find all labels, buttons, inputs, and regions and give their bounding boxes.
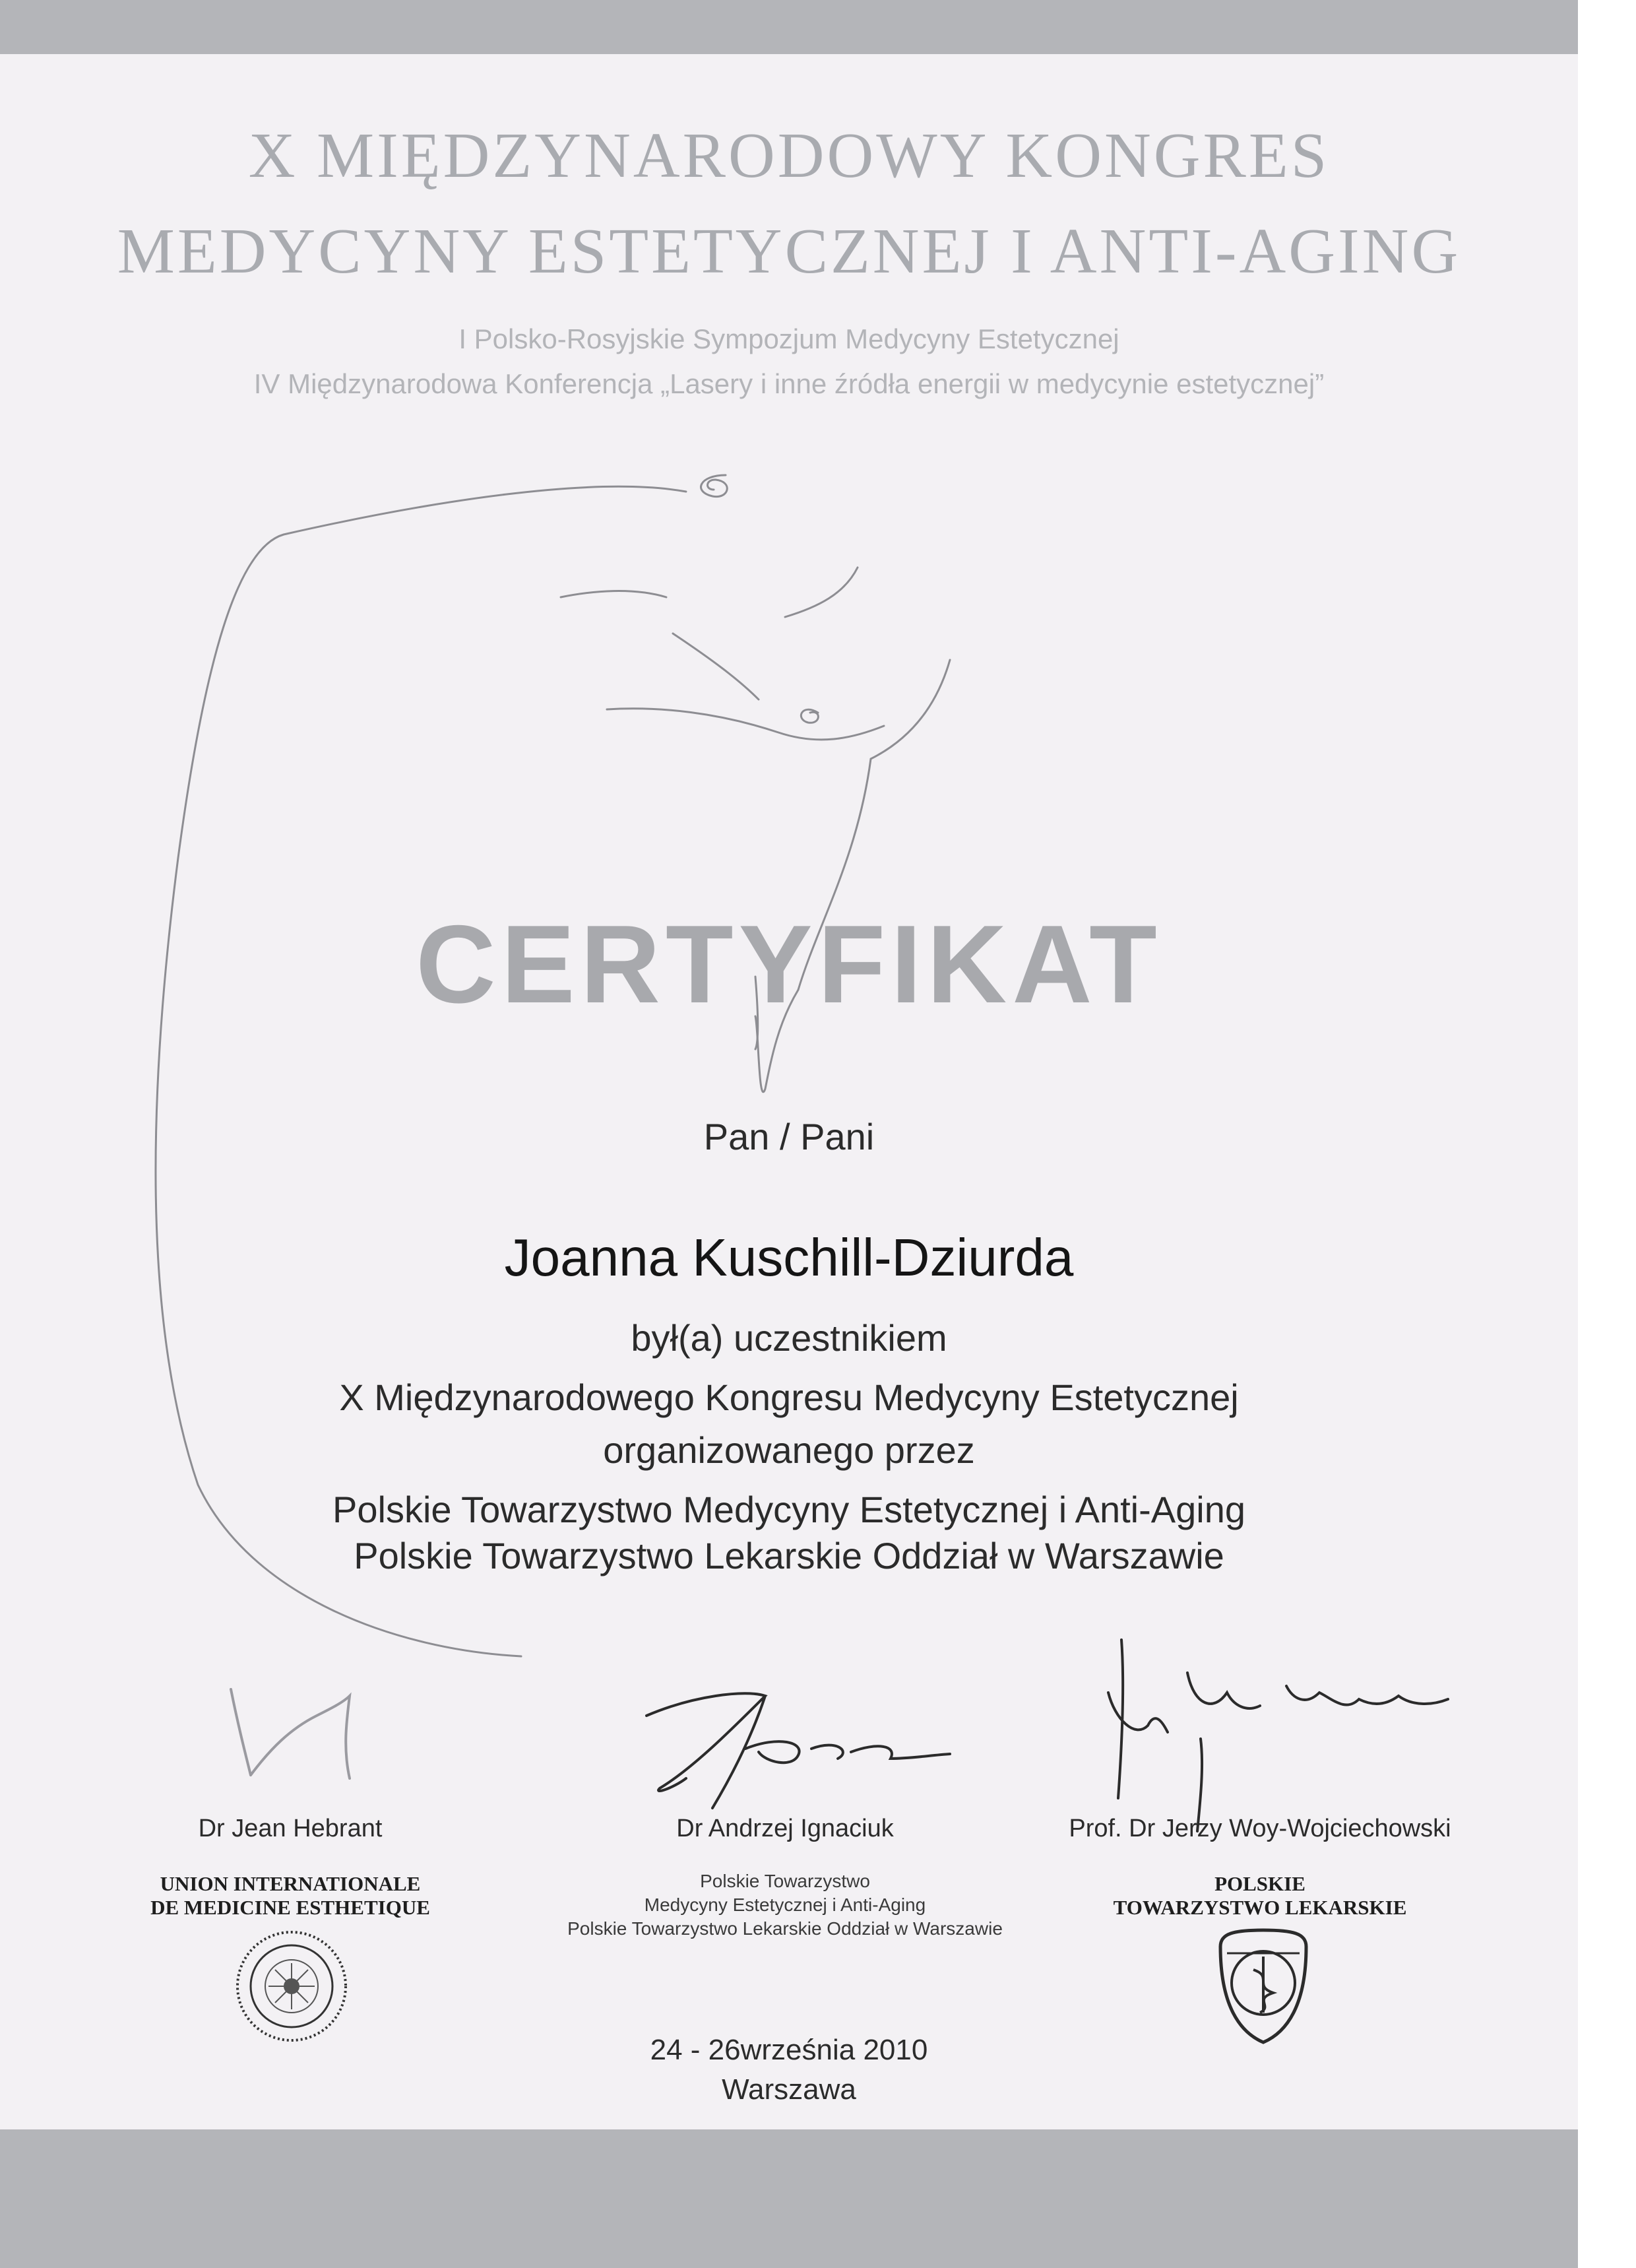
uime-seal-icon — [232, 1927, 351, 2046]
event-date: 24 - 26września 2010 — [650, 2034, 928, 2066]
signatory-ignaciuk — [515, 1815, 1055, 1941]
recipient-name: Joanna Kuschill-Dziurda — [504, 1228, 1074, 1287]
signature-woy-wojciechowski — [1088, 1633, 1458, 1818]
ptl-seal-icon — [1207, 1927, 1319, 2046]
signature-ignaciuk — [614, 1676, 957, 1821]
org-line: POLSKIE — [1214, 1872, 1306, 1895]
org-line: Polskie Towarzystwo — [700, 1871, 870, 1891]
org-line: TOWARZYSTWO LEKARSKIE — [1113, 1896, 1407, 1919]
certificate-title: CERTYFIKAT — [416, 902, 1162, 1026]
body-line-2: X Międzynarodowego Kongresu Medycyny Estetycznej — [339, 1377, 1239, 1418]
subheader-line-2: IV Międzynarodowa Konferencja „Lasery i inne źródła energii w medycynie estetycznej” — [253, 368, 1325, 399]
subheader-line-1: I Polsko-Rosyjskie Sympozjum Medycyny Estetycznej — [458, 323, 1119, 354]
body-line-1: był(a) uczestnikiem — [631, 1317, 947, 1359]
org-line: Medycyny Estetycznej i Anti-Aging — [644, 1895, 926, 1915]
signatory-hebrant — [92, 1815, 488, 1920]
signature-hebrant — [218, 1669, 416, 1788]
salutation: Pan / Pani — [703, 1116, 875, 1157]
org-line: Polskie Towarzystwo Lekarskie Oddział w Warszawie — [567, 1918, 1003, 1939]
body-line-3: organizowanego przez — [603, 1429, 975, 1471]
org-line: UNION INTERNATIONALE — [160, 1872, 421, 1895]
signatory-woy-wojciechowski — [1029, 1815, 1491, 1920]
signatory-name: Dr Andrzej Ignaciuk — [676, 1815, 894, 1842]
header-line-2: MEDYCYNY ESTETYCZNEJ I ANTI-AGING — [117, 216, 1461, 287]
body-line-5: Polskie Towarzystwo Lekarskie Oddział w Warszawie — [354, 1535, 1224, 1576]
header-line-1: X MIĘDZYNARODOWY KONGRES — [248, 120, 1330, 191]
event-city: Warszawa — [722, 2073, 856, 2106]
body-line-4: Polskie Towarzystwo Medycyny Estetycznej i Anti-Aging — [332, 1489, 1245, 1530]
signatory-name: Prof. Dr Jerzy Woy-Wojciechowski — [1069, 1815, 1451, 1842]
signatory-name: Dr Jean Hebrant — [198, 1815, 383, 1842]
org-line: DE MEDICINE ESTHETIQUE — [150, 1896, 430, 1919]
